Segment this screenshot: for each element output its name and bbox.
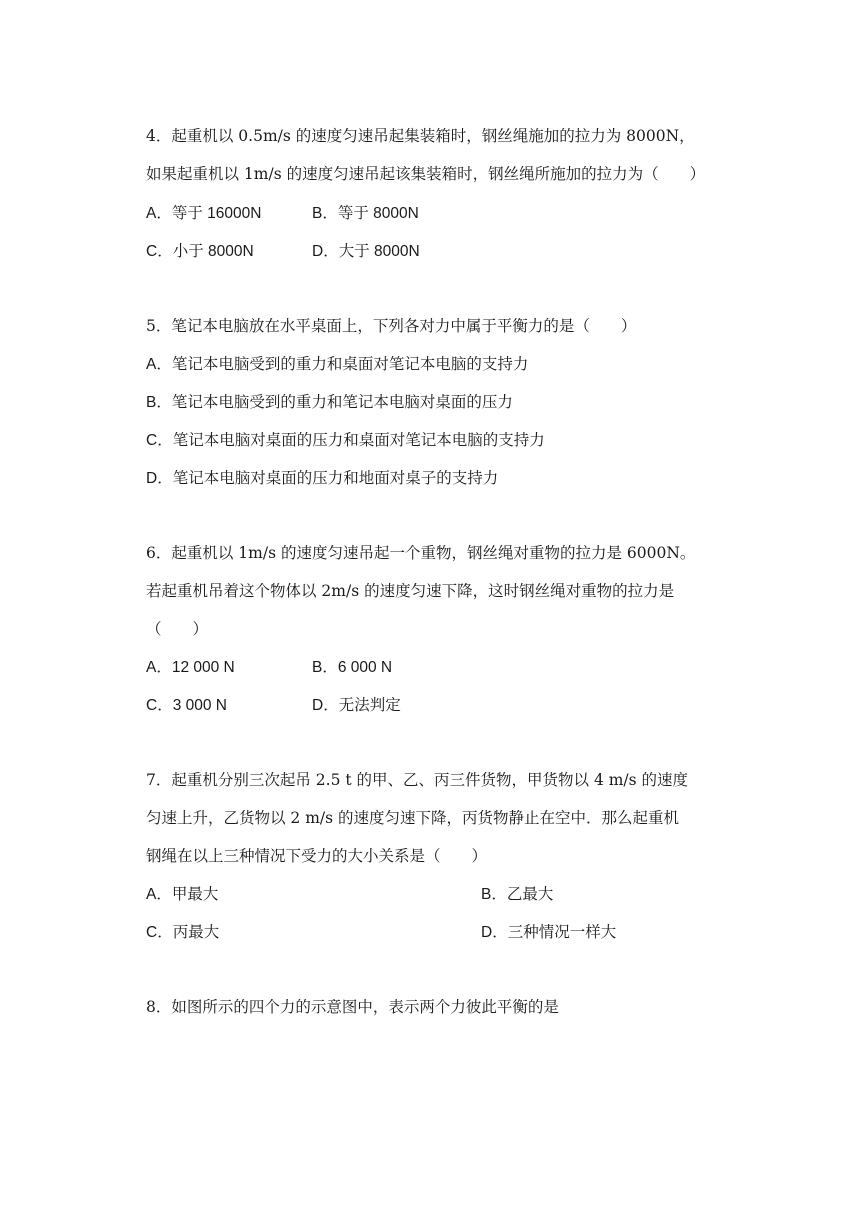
question-6-option-b: B．6 000 N (312, 659, 393, 676)
question-7-stem-line-3: 钢绳在以上三种情况下受力的大小关系是（ ） (146, 847, 488, 865)
question-4-option-d: D．大于 8000N (312, 243, 420, 260)
question-4-option-a: A．等于 16000N (146, 205, 262, 222)
question-7-stem-line-1: 7．起重机分别三次起吊 2.5 t 的甲、乙、丙三件货物，甲货物以 4 m/s 的速度 (146, 771, 689, 789)
question-5-option-d: D．笔记本电脑对桌面的压力和地面对桌子的支持力 (146, 470, 499, 487)
question-5-option-b: B．笔记本电脑受到的重力和笔记本电脑对桌面的压力 (146, 394, 513, 411)
question-5-stem-line-1: 5．笔记本电脑放在水平桌面上，下列各对力中属于平衡力的是（ ） (146, 317, 637, 335)
question-5-option-c: C．笔记本电脑对桌面的压力和桌面对笔记本电脑的支持力 (146, 432, 545, 449)
question-6-stem-line-1: 6．起重机以 1m/s 的速度匀速吊起一个重物，钢丝绳对重物的拉力是 6000N。 (146, 544, 696, 562)
question-4-stem-line-1: 4．起重机以 0.5m/s 的速度匀速吊起集装箱时，钢丝绳施加的拉力为 8000N， (146, 127, 695, 145)
question-7-option-c: C．丙最大 (146, 924, 220, 941)
question-7-stem-line-2: 匀速上升，乙货物以 2 m/s 的速度匀速下降，丙货物静止在空中．那么起重机 (146, 809, 680, 827)
question-6-option-c: C．3 000 N (146, 697, 227, 714)
question-4-option-c: C．小于 8000N (146, 243, 254, 260)
question-4-option-b: B．等于 8000N (312, 205, 419, 222)
question-7-option-b: B．乙最大 (481, 886, 554, 903)
question-8-stem-line-1: 8．如图所示的四个力的示意图中，表示两个力彼此平衡的是 (146, 998, 559, 1016)
question-5-option-a: A．笔记本电脑受到的重力和桌面对笔记本电脑的支持力 (146, 356, 529, 373)
question-7-option-a: A．甲最大 (146, 886, 219, 903)
question-7-option-d: D．三种情况一样大 (481, 924, 617, 941)
question-6-option-a: A．12 000 N (146, 659, 235, 676)
question-6-option-d: D．无法判定 (312, 697, 401, 714)
question-6-stem-line-3: （ ） (146, 620, 209, 638)
question-4-stem-line-2: 如果起重机以 1m/s 的速度匀速吊起该集装箱时，钢丝绳所施加的拉力为（ ） (146, 165, 706, 183)
question-6-stem-line-2: 若起重机吊着这个物体以 2m/s 的速度匀速下降，这时钢丝绳对重物的拉力是 (146, 582, 675, 600)
